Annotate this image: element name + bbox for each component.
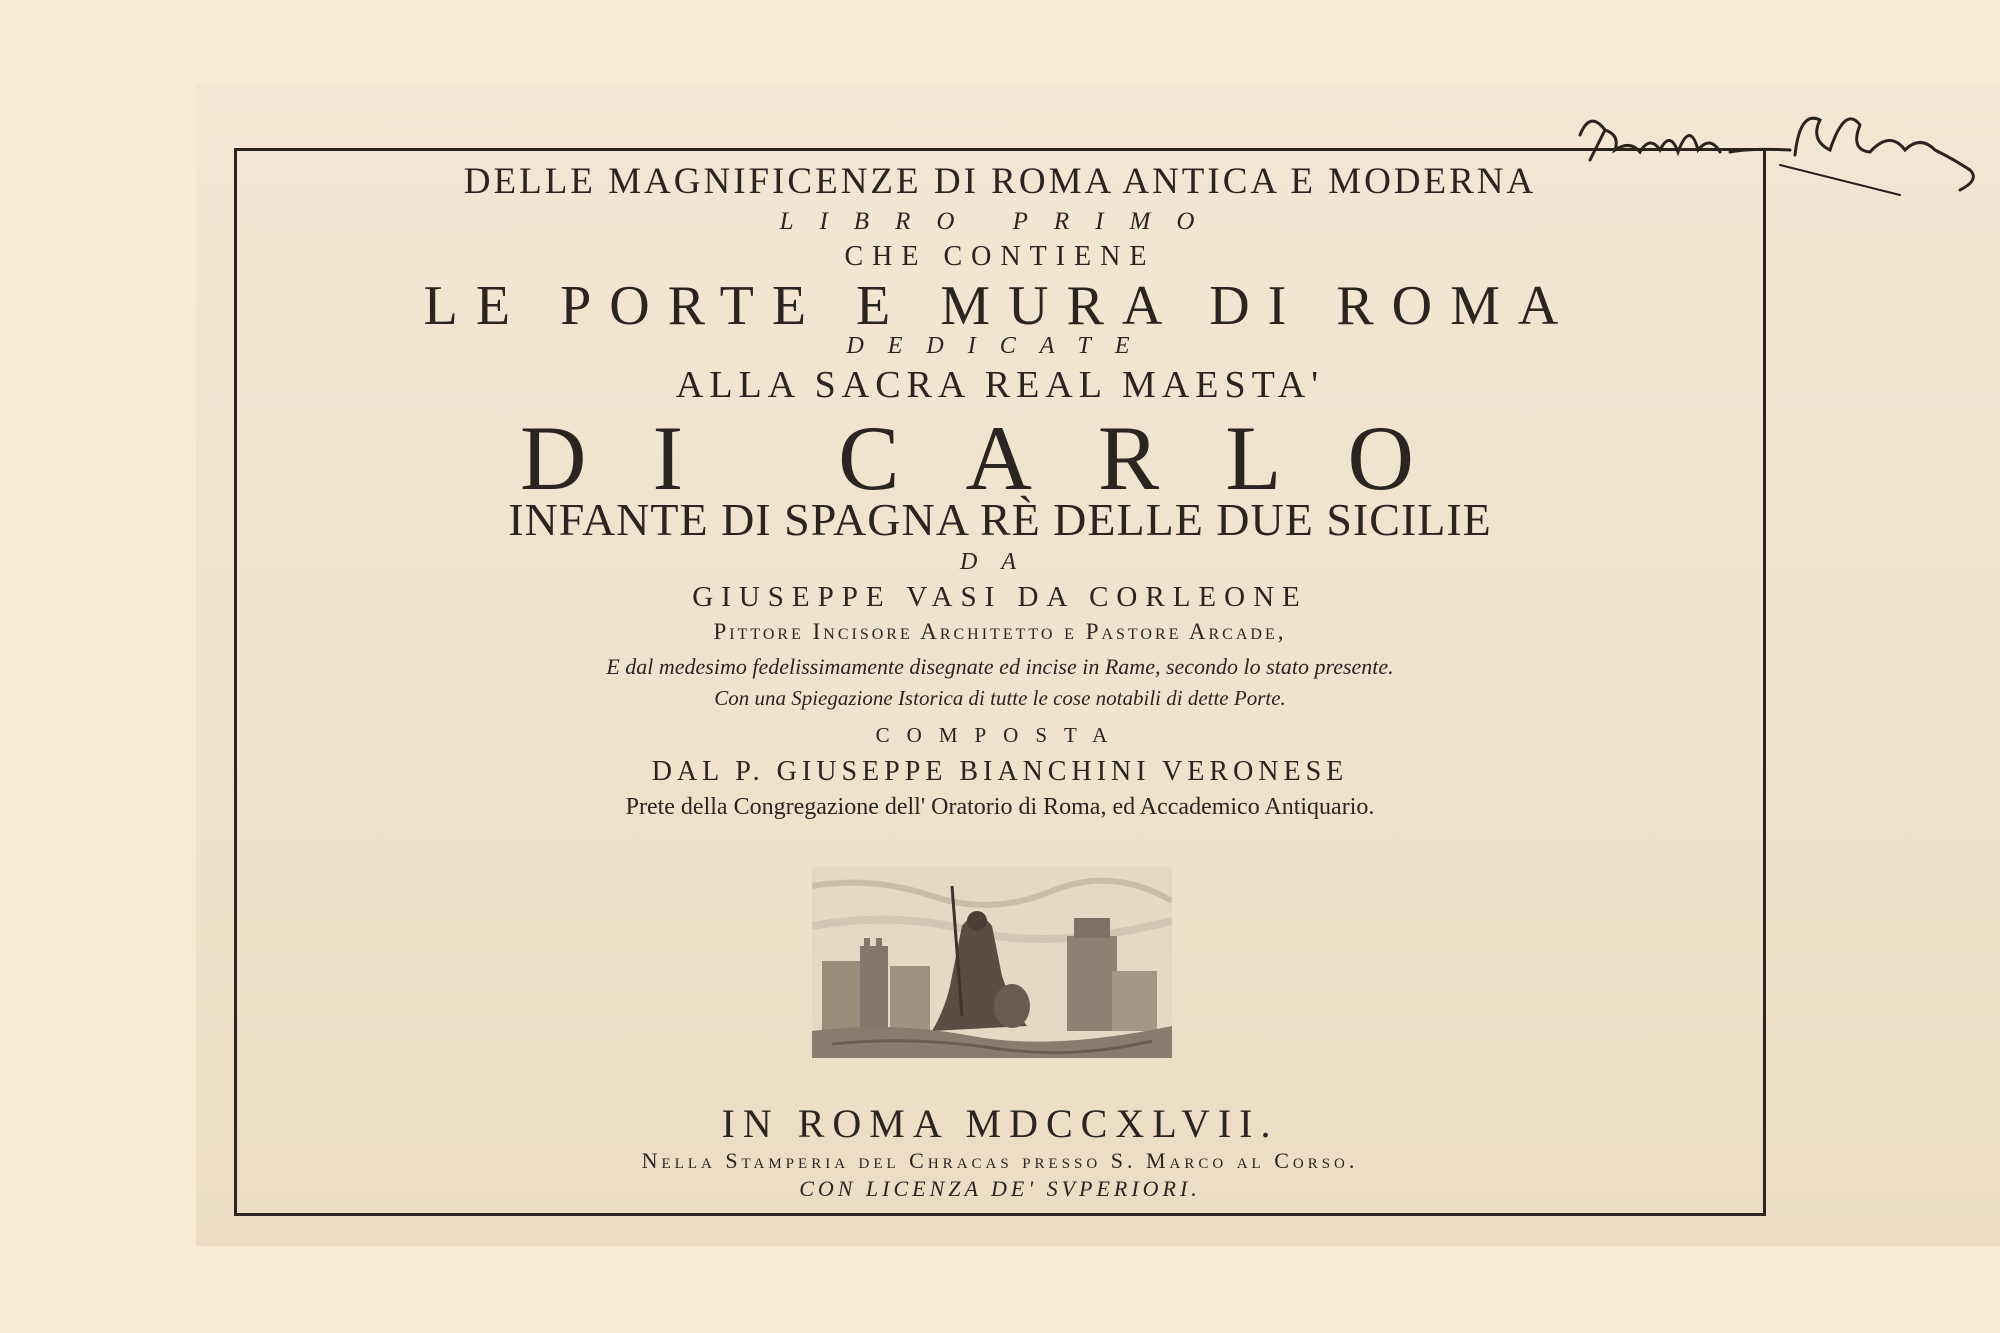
title-line-8: INFANTE DI SPAGNA RÈ DELLE DUE SICILIE [508,494,1492,545]
imprint-printer: Nella Stamperia del Chracas presso S. Marco al Corso. [641,1148,1359,1173]
title-line-2: LIBRO PRIMO [779,208,1221,235]
title-line-3: CHE CONTIENE [844,241,1156,272]
title-line-12: E dal medesimo fedelissimamente disegnate ed incise in Rame, secondo lo stato presente. [606,654,1394,679]
handwritten-signature [1560,80,2000,210]
title-main-heading: LE PORTE E MURA DI ROMA [423,275,1577,337]
title-line-9: DA [960,549,1040,575]
title-author: GIUSEPPE VASI DA CORLEONE [692,581,1308,613]
title-line-13: Con una Spiegazione Istorica di tutte le cose notabili di dette Porte. [714,686,1286,710]
title-line-5: DEDICATE [846,333,1154,359]
title-composer: DAL P. GIUSEPPE BIANCHINI VERONESE [651,756,1349,787]
imprint-city-date: IN ROMA MDCCXLVII. [721,1101,1279,1146]
title-line-6: ALLA SACRA REAL MAESTA' [675,364,1325,406]
title-author-roles: Pittore Incisore Architetto e Pastore Arcade, [713,619,1287,644]
title-composer-roles: Prete della Congregazione dell' Oratorio di Roma, ed Accademico Antiquario. [625,794,1375,820]
title-dedicatee: DI CARLO [520,407,1480,509]
engraved-vignette-image [812,866,1172,1058]
imprint-license: CON LICENZA DE' SVPERIORI. [799,1176,1201,1201]
title-line-1: DELLE MAGNIFICENZE DI ROMA ANTICA E MODERNA [463,161,1537,202]
title-line-14: COMPOSTA [875,723,1125,747]
